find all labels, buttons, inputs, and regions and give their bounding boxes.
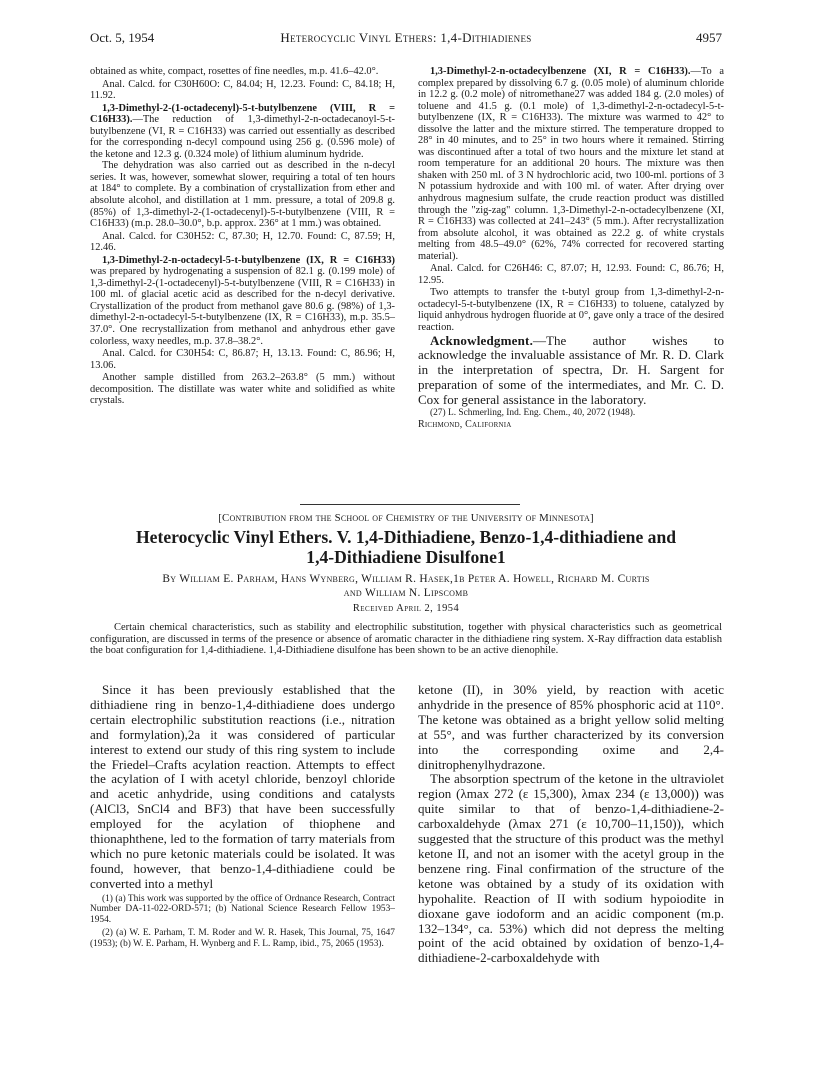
left-column-top — [90, 66, 395, 407]
paragraph: obtained as white, compact, rosettes of fine needles, m.p. 41.6–42.0°. — [90, 66, 379, 77]
procedure-body: was prepared by hydrogenating a suspension of 82.1 g. (0.199 mole) of 1,3-dimethyl-2-(1-octadecenyl)-5-t-butylbenzene (VIII, R = C16H33) in 100 ml. of glacial acetic acid as described for the n-decyl derivative. Crystallization of the product from methanol gave 80.6 g. (98%) of 1,3-dimethyl-2-n-octadecyl-5-t-butylbenzene (IX, R = C16H33), m.p. 35.5–37.0°. One recrystallization from methanol and anhydrous ether gave colorless, waxy needles, m.p. 37.8–38.2°. — [90, 266, 395, 347]
acknowledgment — [418, 334, 724, 409]
analysis-paragraph: Anal. Calcd. for C30H60O: C, 84.04; H, 12.23. Found: C, 84.18; H, 11.92. — [90, 78, 395, 102]
section-divider — [300, 504, 520, 505]
right-column-bottom — [418, 683, 724, 966]
body-paragraph: ketone (II), in 30% yield, by reaction with acetic anhydride in the presence of 85% phosphoric acid at 110°. The ketone was obtained as a bright yellow solid melting at 55°, and was further characterized by its conversion into the corresponding oxime and 2,4-dinitrophenylhydrazone. — [418, 682, 724, 772]
page-header — [90, 30, 722, 46]
right-column-top — [418, 66, 724, 431]
issue-date: Oct. 5, 1954 — [90, 30, 155, 45]
procedure-heading: 1,3-Dimethyl-2-n-octadecyl-5-t-butylbenzene (IX, R = C16H33) — [102, 254, 395, 266]
footnote: (27) L. Schmerling, Ind. Eng. Chem., 40, 2072 (1948). — [430, 408, 636, 419]
acknowledgment-body: —The author wishes to acknowledge the invaluable assistance of Mr. R. D. Clark in the interpretation of spectra, Dr. H. Sargent for preparation of some of the intermediates, and Mr. C. D. Cox for general assistance in the laboratory. — [418, 332, 724, 408]
body-paragraph: The absorption spectrum of the ketone in the ultraviolet region (λmax 272 (ε 15,300), λmax 234 (ε 13,000)) was quite similar to that of benzo-1,4-dithiadiene-2-carboxaldehyde (λmax 271 (ε 10,700–11,150)), which suggested that the structure of this product was the methyl ketone II, and not an isomer with the acetyl group in the benzene ring. Final confirmation of the structure of the ketone was obtained by a study of its oxidation with hypohalite. Reaction of II with sodium hypoiodite in dioxane gave iodoform and an acidic component (m.p. 132–134°, ca. 53%) which did not depress the melting point of the acid obtained by oxidation of benzo-1,4-dithiadiene-2-carboxaldehyde with — [418, 771, 724, 966]
procedure-body: —To a complex prepared by dissolving 6.7 g. (0.05 mole) of aluminum chloride in 12.2 g. (0.2 mole) of nitromethane27 was added 184 g. (2.0 moles) of toluene and 41.5 g. (0.1 mole) of 1,3-dimethyl-2-n-octadecyl-5-t-butylbenzene (IX, R = C16H33). The mixture was warmed to 42° to dissolve the latter and the mixture stirred. The temperature dropped to 28° in 40 minutes, and to 25° in two hours where it remained. Stirring was discontinued after a total of two hours and the mixture let stand at room temperature for an additional 20 hours. The mixture was then shaken with 250 ml. of 3 N hydrochloric acid, two 100-ml. portions of 3 N potassium hydroxide and with 100 ml. of water. After drying over anhydrous magnesium sulfate, the crude reaction product was distilled through the "zig-zag" column. 1,3-Dimethyl-2-n-octadecylbenzene (XI, R = C16H33) was collected at 241–243° (5 mm.). After recrystallization from absolute alcohol, it was obtained as 22.2 g. of white crystals melting from 48.5–49.0° (62%, 74% corrected for recovered starting material). — [418, 66, 724, 262]
paragraph: Two attempts to transfer the t-butyl group from 1,3-dimethyl-2-n-octadecyl-5-t-butylbenzene (IX, R = C16H33) to toluene, catalyzed by liquid anhydrous hydrogen fluoride at 0°, gave only a trace of the desired reaction. — [418, 287, 724, 334]
body-paragraph: Since it has been previously established that the dithiadiene ring in benzo-1,4-dithiadiene does undergo certain electrophilic substitution reactions (i.e., nitration and formylation),2a it was considered of particular interest to extend our study of this ring system to include the Friedel–Crafts acylation reaction. Attempts to effect the acylation of I with acetyl chloride, benzoyl chloride and acetic anhydride, using conditions and catalysts (AlCl3, SnCl4 and BF3) that have been successfully employed for the acylation of thiophene and thionaphthene, led to the formation of tarry materials from which no pure ketonic materials could be isolated. It was found, however, that benzo-1,4-dithiadiene could be converted into a methyl — [90, 682, 395, 891]
page-number: 4957 — [696, 30, 722, 45]
analysis-paragraph: Anal. Calcd. for C26H46: C, 87.07; H, 12.93. Found: C, 86.76; H, 12.95. — [418, 263, 724, 286]
analysis-paragraph: Anal. Calcd. for C30H54: C, 86.87; H, 13.13. Found: C, 86.96; H, 13.06. — [90, 348, 395, 371]
received-date: Received April 2, 1954 — [352, 603, 460, 614]
analysis-paragraph: Anal. Calcd. for C30H52: C, 87.30; H, 12.70. Found: C, 87.59; H, 12.46. — [90, 230, 395, 254]
procedure-heading: 1,3-Dimethyl-2-(1-octadecenyl)-5-t-butylbenzene (VIII, R = C16H33). — [90, 102, 395, 126]
article-title — [90, 527, 722, 567]
procedure-body: —The reduction of 1,3-dimethyl-2-n-octadecanoyl-5-t-butylbenzene (VI, R = C16H33) was carried out essentially as described for the corresponding n-decyl compound using 256 g. (0.596 mole) of the ketone and 12.3 g. (0.324 mole) of lithium aluminum hydride. — [90, 114, 395, 160]
footnote: (1) (a) This work was supported by the office of Ordnance Research, Contract Number DA-11-022-ORD-571; (b) National Science Research Fellow 1953–1954. — [90, 893, 395, 926]
location: Richmond, California — [418, 419, 512, 431]
procedure-paragraph — [90, 103, 395, 161]
author-line: By William E. Parham, Hans Wynberg, William R. Hasek,1b Peter A. Howell, Richard M. Curtis — [162, 573, 650, 585]
running-title: Heterocyclic Vinyl Ethers: 1,4-Dithiadienes — [280, 30, 532, 45]
procedure-paragraph — [418, 66, 724, 262]
author-list — [90, 572, 722, 600]
paragraph: Another sample distilled from 263.2–263.8° (5 mm.) without decomposition. The distillate was water white and solidified as white crystals. — [90, 372, 395, 407]
author-line: and William N. Lipscomb — [343, 587, 469, 599]
contribution-line: [Contribution from the School of Chemistry of the University of Minnesota] — [218, 512, 594, 524]
article-title-line: Heterocyclic Vinyl Ethers. V. 1,4-Dithiadiene, Benzo-1,4-dithiadiene and — [135, 527, 677, 547]
article-title-line: 1,4-Dithiadiene Disulfone1 — [306, 547, 506, 567]
acknowledgment-heading: Acknowledgment. — [430, 332, 534, 348]
abstract: Certain chemical characteristics, such as stability and electrophilic substitution, together with physical characteristics such as geometrical configuration, are discussed in terms of the presence or absence of aromatic character in the dithiadiene ring system. X-Ray diffraction data establish the boat configuration for 1,4-dithiadiene. 1,4-Dithiadiene disulfone has been shown to be an active dienophile. — [90, 622, 722, 657]
left-column-bottom — [90, 683, 395, 950]
footnote: (2) (a) W. E. Parham, T. M. Roder and W. R. Hasek, This Journal, 75, 1647 (1953); (b) W. E. Parham, H. Wynberg and F. L. Ramp, ibid., 75, 2065 (1953). — [90, 928, 395, 949]
procedure-heading: 1,3-Dimethyl-2-n-octadecylbenzene (XI, R = C16H33). — [430, 66, 691, 77]
paragraph: The dehydration was also carried out as described in the n-decyl series. It was, however, somewhat slower, requiring a total of ten hours at 184° to complete. By a combination of crystallization from ether and absolute alcohol, and distillation at 1 mm. pressure, a total of 209.8 g. (85%) of 1,3-dimethyl-2-(1-octadecenyl)-5-t-butylbenzene (VIII, R = C16H33) (m.p. 28.0–30.0°, b.p. approx. 236° at 1 mm.) was obtained. — [90, 160, 395, 230]
procedure-paragraph — [90, 255, 395, 347]
